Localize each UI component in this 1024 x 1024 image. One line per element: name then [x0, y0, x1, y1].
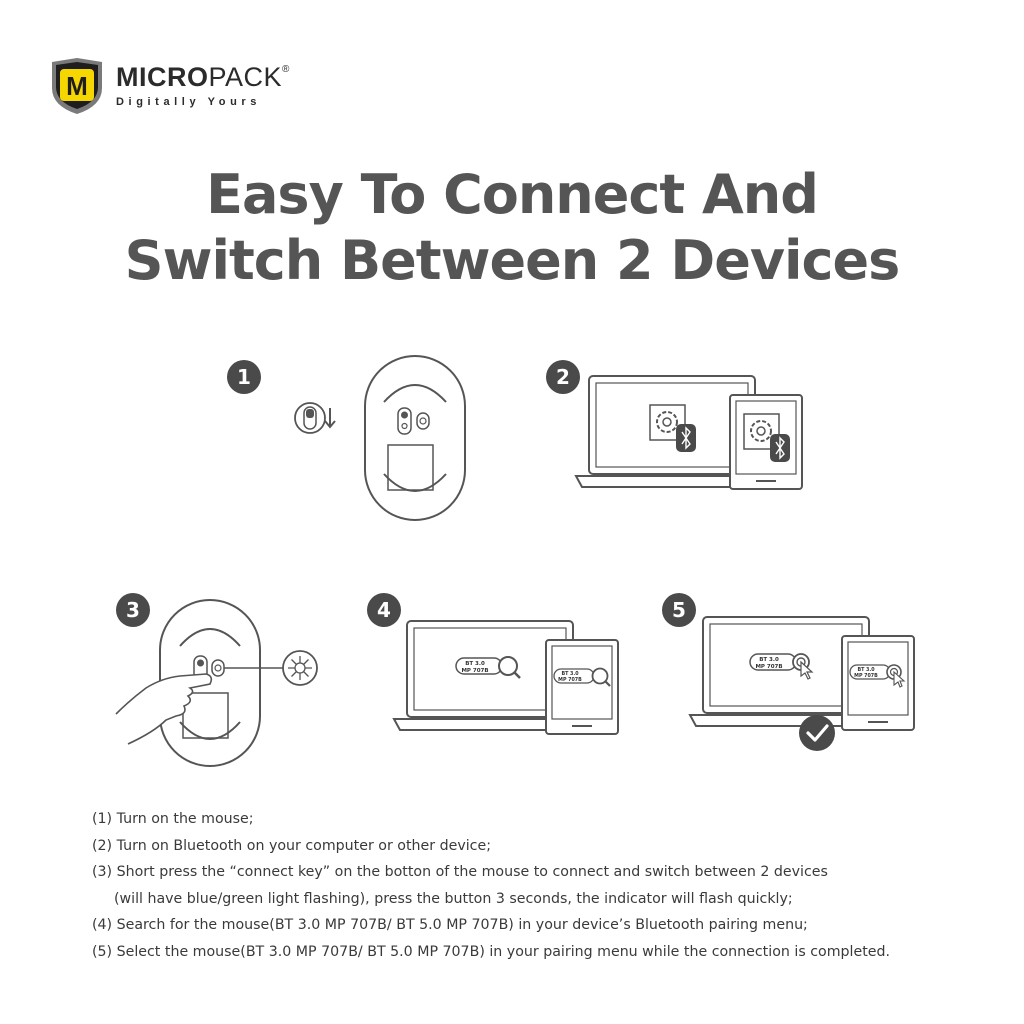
instructions-list [92, 806, 972, 965]
svg-text:BT 3.0: BT 3.0 [561, 672, 579, 677]
step-2-devices-illustration [572, 372, 804, 492]
step-5-select-illustration [686, 614, 918, 754]
svg-text:BT 3.0: BT 3.0 [759, 657, 779, 663]
instruction-5: (5) Select the mouse(BT 3.0 MP 707B/ BT 5.0 MP 707B) in your pairing menu while the connection is completed. [92, 943, 890, 960]
svg-text:BT 3.0: BT 3.0 [857, 668, 875, 673]
svg-text:MP 707B: MP 707B [558, 678, 582, 683]
connected-checkmark-icon [799, 715, 835, 751]
svg-text:BT 3.0: BT 3.0 [465, 661, 485, 667]
step-1-mouse-illustration [290, 350, 470, 525]
step-4-badge: 4 [367, 593, 401, 627]
instruction-2: (2) Turn on Bluetooth on your computer or other device; [92, 837, 491, 854]
device-search-tag [456, 658, 502, 674]
bluetooth-icon [676, 424, 696, 452]
device-select-tag [750, 654, 796, 670]
logo-letter: M [66, 71, 88, 101]
step-4-search-illustration [390, 618, 622, 736]
title-line-2: Switch Between 2 Devices [124, 229, 900, 292]
svg-text:MP 707B: MP 707B [461, 668, 489, 674]
step-2-badge: 2 [546, 360, 580, 394]
svg-text:MP 707B: MP 707B [755, 664, 783, 670]
instruction-3: (3) Short press the “connect key” on the botton of the mouse to connect and switch between 2 devices [92, 864, 828, 880]
brand-tagline: Digitally Yours [116, 96, 262, 108]
step-5-badge: 5 [662, 593, 696, 627]
brand-name: MICROPACK® [116, 62, 290, 92]
step-1-badge: 1 [227, 360, 261, 394]
page-title [0, 162, 1024, 294]
step-3-connect-key-illustration [110, 596, 340, 771]
svg-text:MP 707B: MP 707B [854, 674, 878, 679]
power-switch-icon [295, 403, 335, 433]
bluetooth-icon-tablet [770, 434, 790, 462]
device-search-tag-tablet [554, 669, 594, 683]
instruction-3-continued: (will have blue/green light flashing), press the button 3 seconds, the indicator will flash quickly; [114, 890, 793, 907]
instruction-1: (1) Turn on the mouse; [92, 811, 254, 827]
brand-logo [48, 56, 318, 118]
light-flash-icon [283, 651, 317, 685]
title-line-1: Easy To Connect And [206, 163, 818, 226]
device-select-tag-tablet [850, 665, 890, 679]
shield-logo-icon [48, 56, 106, 116]
step-3-badge: 3 [116, 593, 150, 627]
instruction-4: (4) Search for the mouse(BT 3.0 MP 707B/ BT 5.0 MP 707B) in your device’s Bluetooth pairing menu; [92, 917, 808, 933]
